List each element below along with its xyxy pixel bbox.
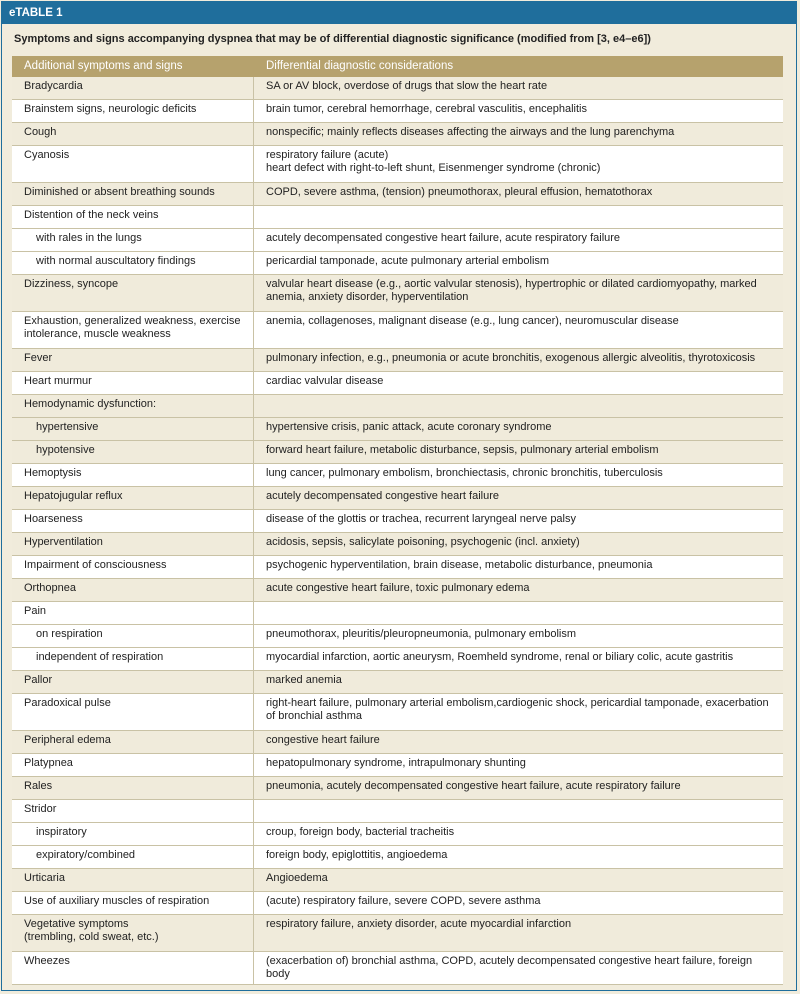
symptom-cell: Brainstem signs, neurologic deficits (12, 100, 254, 123)
symptom-cell: Rales (12, 777, 254, 800)
diagnosis-cell (254, 800, 783, 823)
diagnosis-cell: psychogenic hyperventilation, brain disease, metabolic disturbance, pneumonia (254, 556, 783, 579)
table-row (12, 312, 783, 349)
table-row (12, 533, 783, 556)
table-body (12, 77, 783, 985)
table-row (12, 464, 783, 487)
diagnosis-cell: Angioedema (254, 869, 783, 892)
table-row (12, 372, 783, 395)
symptom-cell: Platypnea (12, 754, 254, 777)
table-row (12, 602, 783, 625)
diagnosis-cell: cardiac valvular disease (254, 372, 783, 395)
table-row (12, 100, 783, 123)
table-row (12, 846, 783, 869)
table-row (12, 77, 783, 100)
table-row (12, 892, 783, 915)
table-row (12, 556, 783, 579)
symptom-cell: Exhaustion, generalized weakness, exercise intolerance, muscle weakness (12, 312, 254, 349)
symptom-cell: Diminished or absent breathing sounds (12, 183, 254, 206)
diagnosis-cell: pericardial tamponade, acute pulmonary arterial embolism (254, 252, 783, 275)
symptom-cell: Pallor (12, 671, 254, 694)
table-row (12, 487, 783, 510)
symptom-cell: Bradycardia (12, 77, 254, 100)
symptom-cell: Stridor (12, 800, 254, 823)
symptom-cell: Paradoxical pulse (12, 694, 254, 731)
symptom-cell: Cyanosis (12, 146, 254, 183)
table-row (12, 183, 783, 206)
diagnosis-cell: croup, foreign body, bacterial tracheitis (254, 823, 783, 846)
diagnosis-cell: brain tumor, cerebral hemorrhage, cerebral vasculitis, encephalitis (254, 100, 783, 123)
table-row (12, 418, 783, 441)
table-caption: Symptoms and signs accompanying dyspnea that may be of differential diagnostic significance (modified from [3, e4–e6]) (14, 33, 651, 45)
header-diagnosis: Differential diagnostic considerations (254, 56, 783, 77)
symptom-cell: Hemoptysis (12, 464, 254, 487)
table-row (12, 648, 783, 671)
symptom-cell: Vegetative symptoms (trembling, cold sweat, etc.) (12, 915, 254, 952)
diagnosis-cell: acute congestive heart failure, toxic pulmonary edema (254, 579, 783, 602)
symptom-cell: Hepatojugular reflux (12, 487, 254, 510)
diagnosis-cell: disease of the glottis or trachea, recurrent laryngeal nerve palsy (254, 510, 783, 533)
symptom-cell: Urticaria (12, 869, 254, 892)
table-row (12, 395, 783, 418)
diagnosis-cell: hypertensive crisis, panic attack, acute coronary syndrome (254, 418, 783, 441)
symptom-cell: Hoarseness (12, 510, 254, 533)
symptom-cell: with rales in the lungs (12, 229, 254, 252)
diagnosis-cell: acidosis, sepsis, salicylate poisoning, psychogenic (incl. anxiety) (254, 533, 783, 556)
symptom-cell: Fever (12, 349, 254, 372)
table-row (12, 777, 783, 800)
table-row (12, 754, 783, 777)
diagnosis-cell: foreign body, epiglottitis, angioedema (254, 846, 783, 869)
header-symptoms: Additional symptoms and signs (12, 56, 254, 77)
table-row (12, 510, 783, 533)
diagnosis-cell: myocardial infarction, aortic aneurysm, Roemheld syndrome, renal or biliary colic, acute gastritis (254, 648, 783, 671)
diagnosis-cell (254, 395, 783, 418)
diagnosis-cell: COPD, severe asthma, (tension) pneumothorax, pleural effusion, hematothorax (254, 183, 783, 206)
diagnosis-cell: pulmonary infection, e.g., pneumonia or acute bronchitis, exogenous allergic alveolitis, thyrotoxicosis (254, 349, 783, 372)
diagnosis-cell: marked anemia (254, 671, 783, 694)
symptom-cell: Impairment of consciousness (12, 556, 254, 579)
diagnosis-cell: (acute) respiratory failure, severe COPD, severe asthma (254, 892, 783, 915)
diagnosis-cell: valvular heart disease (e.g., aortic valvular stenosis), hypertrophic or dilated cardiomyopathy, marked anemia, anxiety disorder, hyperventilation (254, 275, 783, 312)
diagnosis-cell: anemia, collagenoses, malignant disease (e.g., lung cancer), neuromuscular disease (254, 312, 783, 349)
table-row (12, 823, 783, 846)
symptom-cell: Peripheral edema (12, 731, 254, 754)
symptom-cell: expiratory/combined (12, 846, 254, 869)
symptom-cell: Cough (12, 123, 254, 146)
symptom-cell: inspiratory (12, 823, 254, 846)
symptom-cell: Wheezes (12, 952, 254, 985)
symptom-cell: on respiration (12, 625, 254, 648)
table-row (12, 869, 783, 892)
diagnosis-cell: respiratory failure, anxiety disorder, acute myocardial infarction (254, 915, 783, 952)
table-row (12, 441, 783, 464)
symptom-cell: independent of respiration (12, 648, 254, 671)
table-row (12, 625, 783, 648)
symptom-cell: Dizziness, syncope (12, 275, 254, 312)
diagnosis-cell: SA or AV block, overdose of drugs that slow the heart rate (254, 77, 783, 100)
symptom-cell: Distention of the neck veins (12, 206, 254, 229)
symptom-cell: Heart murmur (12, 372, 254, 395)
symptom-cell: Orthopnea (12, 579, 254, 602)
symptom-cell: Pain (12, 602, 254, 625)
diagnosis-cell: respiratory failure (acute) heart defect with right-to-left shunt, Eisenmenger syndrome (chronic) (254, 146, 783, 183)
symptom-cell: hypertensive (12, 418, 254, 441)
table-row (12, 349, 783, 372)
diagnosis-cell: acutely decompensated congestive heart failure (254, 487, 783, 510)
symptom-cell: Hemodynamic dysfunction: (12, 395, 254, 418)
table-row (12, 952, 783, 985)
table-row (12, 275, 783, 312)
diagnosis-cell: right-heart failure, pulmonary arterial embolism,cardiogenic shock, pericardial tamponade, exacerbation of bronchial asthma (254, 694, 783, 731)
table-row (12, 206, 783, 229)
diagnosis-cell: hepatopulmonary syndrome, intrapulmonary shunting (254, 754, 783, 777)
table-row (12, 252, 783, 275)
diagnosis-cell: lung cancer, pulmonary embolism, bronchiectasis, chronic bronchitis, tuberculosis (254, 464, 783, 487)
table-row (12, 671, 783, 694)
diagnosis-cell: (exacerbation of) bronchial asthma, COPD, acutely decompensated congestive heart failure, foreign body (254, 952, 783, 985)
table-row (12, 800, 783, 823)
table-row (12, 731, 783, 754)
differential-diagnosis-table (12, 56, 783, 985)
table-row (12, 915, 783, 952)
diagnosis-cell: congestive heart failure (254, 731, 783, 754)
symptom-cell: Hyperventilation (12, 533, 254, 556)
diagnosis-cell: acutely decompensated congestive heart failure, acute respiratory failure (254, 229, 783, 252)
diagnosis-cell: forward heart failure, metabolic disturbance, sepsis, pulmonary arterial embolism (254, 441, 783, 464)
table-row (12, 694, 783, 731)
table-title: eTABLE 1 (2, 2, 796, 24)
diagnosis-cell: nonspecific; mainly reflects diseases affecting the airways and the lung parenchyma (254, 123, 783, 146)
table-row (12, 579, 783, 602)
symptom-cell: hypotensive (12, 441, 254, 464)
diagnosis-cell: pneumothorax, pleuritis/pleuropneumonia, pulmonary embolism (254, 625, 783, 648)
table-header-row (12, 56, 783, 77)
table-row (12, 123, 783, 146)
diagnosis-cell: pneumonia, acutely decompensated congestive heart failure, acute respiratory failure (254, 777, 783, 800)
diagnosis-cell (254, 206, 783, 229)
table-row (12, 229, 783, 252)
symptom-cell: with normal auscultatory findings (12, 252, 254, 275)
diagnosis-cell (254, 602, 783, 625)
table-row (12, 146, 783, 183)
symptom-cell: Use of auxiliary muscles of respiration (12, 892, 254, 915)
